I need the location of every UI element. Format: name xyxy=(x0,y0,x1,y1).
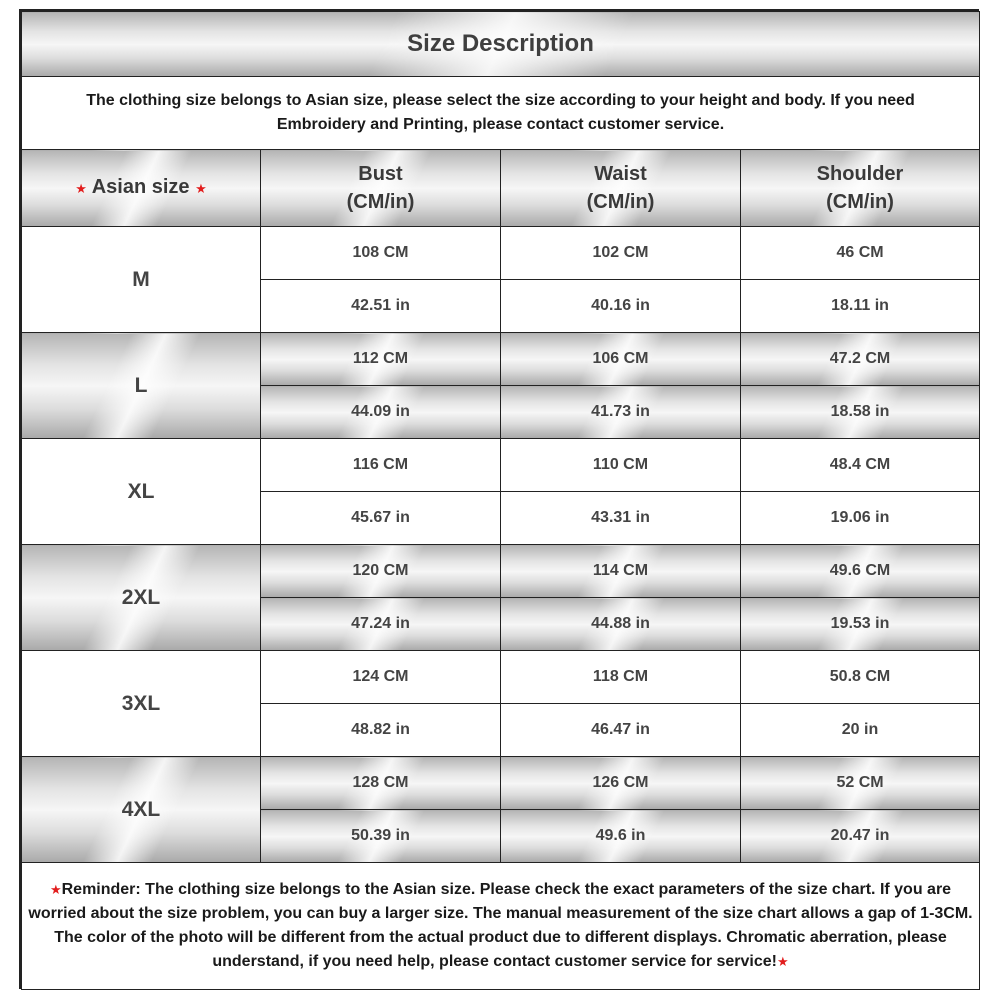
waist-cm: 118 CM xyxy=(501,651,741,704)
star-icon: ★ xyxy=(49,882,62,897)
intro-text: The clothing size belongs to Asian size, please select the size according to your height and body. If you need Embroidery and Printing, please contact customer service. xyxy=(22,77,980,150)
waist-in: 46.47 in xyxy=(501,704,741,757)
bust-in: 50.39 in xyxy=(261,810,501,863)
shoulder-in: 20 in xyxy=(741,704,980,757)
size-row-m-cm xyxy=(22,227,980,280)
reminder-note xyxy=(22,863,980,990)
bust-in: 48.82 in xyxy=(261,704,501,757)
bust-cm: 112 CM xyxy=(261,333,501,386)
header-shoulder xyxy=(741,150,980,227)
shoulder-in: 18.58 in xyxy=(741,386,980,439)
header-asian-size xyxy=(22,150,261,227)
chart-title: Size Description xyxy=(22,12,980,77)
header-waist-unit: (CM/in) xyxy=(586,191,655,213)
bust-in: 45.67 in xyxy=(261,492,501,545)
header-bust-unit: (CM/in) xyxy=(346,191,415,213)
shoulder-cm: 49.6 CM xyxy=(741,545,980,598)
shoulder-cm: 46 CM xyxy=(741,227,980,280)
asian-size-label: Asian size xyxy=(91,176,190,198)
bust-in: 44.09 in xyxy=(261,386,501,439)
size-label: 4XL xyxy=(22,757,261,863)
bust-cm: 124 CM xyxy=(261,651,501,704)
bust-in: 42.51 in xyxy=(261,280,501,333)
waist-cm: 110 CM xyxy=(501,439,741,492)
header-waist xyxy=(501,150,741,227)
shoulder-in: 19.53 in xyxy=(741,598,980,651)
shoulder-in: 20.47 in xyxy=(741,810,980,863)
shoulder-cm: 48.4 CM xyxy=(741,439,980,492)
shoulder-cm: 52 CM xyxy=(741,757,980,810)
bust-cm: 128 CM xyxy=(261,757,501,810)
shoulder-cm: 47.2 CM xyxy=(741,333,980,386)
size-label: XL xyxy=(22,439,261,545)
header-bust xyxy=(261,150,501,227)
waist-cm: 114 CM xyxy=(501,545,741,598)
waist-cm: 102 CM xyxy=(501,227,741,280)
size-label: M xyxy=(22,227,261,333)
header-shoulder-name: Shoulder xyxy=(816,163,904,185)
size-label: 3XL xyxy=(22,651,261,757)
size-row-2xl-cm xyxy=(22,545,980,598)
waist-in: 44.88 in xyxy=(501,598,741,651)
header-bust-name: Bust xyxy=(358,163,403,185)
waist-in: 41.73 in xyxy=(501,386,741,439)
waist-cm: 126 CM xyxy=(501,757,741,810)
waist-cm: 106 CM xyxy=(501,333,741,386)
header-waist-name: Waist xyxy=(594,163,647,185)
reminder-text: Reminder: The clothing size belongs to the Asian size. Please check the exact parameters of the size chart. If you are worried about the size problem, you can buy a larger size. The manual measurement of the size chart allows a gap of 1-3CM. The color of the photo will be different from the actual product due to different displays. Chromatic aberration, please understand, if you need help, please contact customer service for service! xyxy=(28,881,973,970)
star-icon: ★ xyxy=(777,954,789,969)
waist-in: 43.31 in xyxy=(501,492,741,545)
size-table xyxy=(21,11,980,990)
bust-cm: 108 CM xyxy=(261,227,501,280)
size-row-xl-cm xyxy=(22,439,980,492)
waist-in: 40.16 in xyxy=(501,280,741,333)
bust-in: 47.24 in xyxy=(261,598,501,651)
size-row-l-cm xyxy=(22,333,980,386)
bust-cm: 120 CM xyxy=(261,545,501,598)
shoulder-in: 19.06 in xyxy=(741,492,980,545)
size-row-4xl-cm xyxy=(22,757,980,810)
star-icon: ★ xyxy=(195,181,207,196)
shoulder-cm: 50.8 CM xyxy=(741,651,980,704)
waist-in: 49.6 in xyxy=(501,810,741,863)
header-shoulder-unit: (CM/in) xyxy=(826,191,894,213)
size-label: L xyxy=(22,333,261,439)
star-icon: ★ xyxy=(75,181,87,196)
size-chart xyxy=(19,9,979,989)
shoulder-in: 18.11 in xyxy=(741,280,980,333)
size-row-3xl-cm xyxy=(22,651,980,704)
size-label: 2XL xyxy=(22,545,261,651)
bust-cm: 116 CM xyxy=(261,439,501,492)
